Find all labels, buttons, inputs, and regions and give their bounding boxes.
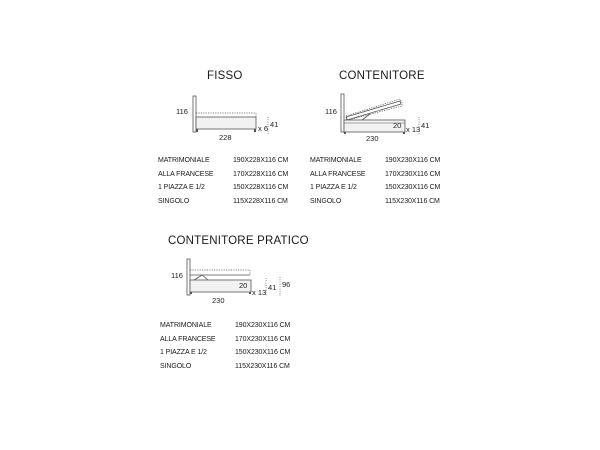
spec-row [160, 319, 290, 333]
contenitore-lifted-mattress [346, 99, 402, 120]
fisso-length-label: 228 [219, 133, 232, 142]
spec-row [158, 168, 288, 182]
spec-row [160, 333, 290, 347]
spec-row [310, 195, 440, 209]
bed-size-name: ALLA FRANCESE [158, 170, 214, 178]
fisso-height-label: 116 [176, 107, 188, 116]
spec-row [310, 181, 440, 195]
spec-row [310, 154, 440, 168]
bed-size-dimensions: 150X230X116 CM [235, 349, 291, 357]
bed-size-dimensions: 150X230X116 CM [385, 184, 441, 192]
bed-size-dimensions: 115X230X116 CM [235, 363, 290, 371]
bed-size-dimensions: 170X230X116 CM [235, 335, 291, 343]
bed-size-name: SINGOLO [310, 198, 342, 206]
contenitore-length-label: 230 [366, 134, 379, 143]
bed-size-name: MATRIMONIALE [160, 322, 212, 329]
fisso-bed-diagram [170, 92, 280, 142]
pratico-total-label: 96 [282, 280, 291, 289]
pratico-title: CONTENITORE PRATICO [168, 235, 309, 247]
spec-row [160, 346, 290, 360]
spec-row [158, 154, 288, 168]
bed-size-name: MATRIMONIALE [158, 157, 210, 164]
pratico-gap-label: x 13 [252, 288, 267, 297]
bed-size-dimensions: 170X230X116 CM [385, 170, 441, 178]
bed-size-name: SINGOLO [158, 198, 190, 206]
bed-size-dimensions: 115X228X116 CM [233, 198, 288, 206]
pratico-length-label: 230 [212, 296, 225, 305]
bed-size-name: ALLA FRANCESE [310, 170, 366, 178]
fisso-title: FISSO [207, 70, 243, 82]
contenitore-side-label: 41 [421, 121, 430, 130]
pratico-side-label: 41 [268, 283, 277, 292]
fisso-headboard [193, 96, 196, 132]
pratico-inner-label: 20 [239, 281, 248, 290]
spec-row [158, 181, 288, 195]
bed-size-dimensions: 170X228X116 CM [233, 170, 289, 178]
contenitore-headboard [341, 94, 344, 132]
bed-size-dimensions: 190X230X116 CM [235, 322, 291, 329]
bed-size-name: 1 PIAZZA E 1/2 [160, 349, 207, 357]
spec-row [158, 195, 288, 209]
bed-size-dimensions: 190X228X116 CM [233, 157, 289, 164]
bed-size-name: SINGOLO [160, 363, 192, 371]
spec-row [160, 360, 290, 374]
fisso-side-label: 41 [270, 120, 279, 129]
bed-size-name: 1 PIAZZA E 1/2 [158, 184, 205, 192]
contenitore-inner-label: 20 [393, 121, 402, 130]
pratico-headboard [187, 259, 190, 295]
fisso-gap-label: x 6 [258, 124, 269, 133]
bed-size-name: MATRIMONIALE [310, 157, 362, 164]
contenitore-title: CONTENITORE [339, 70, 425, 82]
contenitore-height-label: 116 [325, 107, 337, 116]
pratico-spec-table [160, 319, 290, 374]
pratico-height-label: 116 [171, 271, 183, 280]
bed-size-name: 1 PIAZZA E 1/2 [310, 184, 357, 192]
contenitore-gap-label: x 13 [406, 125, 421, 134]
bed-size-dimensions: 190X230X116 CM [385, 157, 441, 164]
contenitore-spec-table [310, 154, 440, 209]
bed-size-dimensions: 115X230X116 CM [385, 198, 440, 206]
fisso-frame [196, 117, 256, 129]
contenitore-bed-diagram [322, 90, 437, 142]
fisso-spec-table [158, 154, 288, 209]
spec-row [310, 168, 440, 182]
pratico-bed-diagram [168, 256, 298, 308]
bed-size-name: ALLA FRANCESE [160, 335, 216, 343]
bed-size-dimensions: 150X228X116 CM [233, 184, 289, 192]
